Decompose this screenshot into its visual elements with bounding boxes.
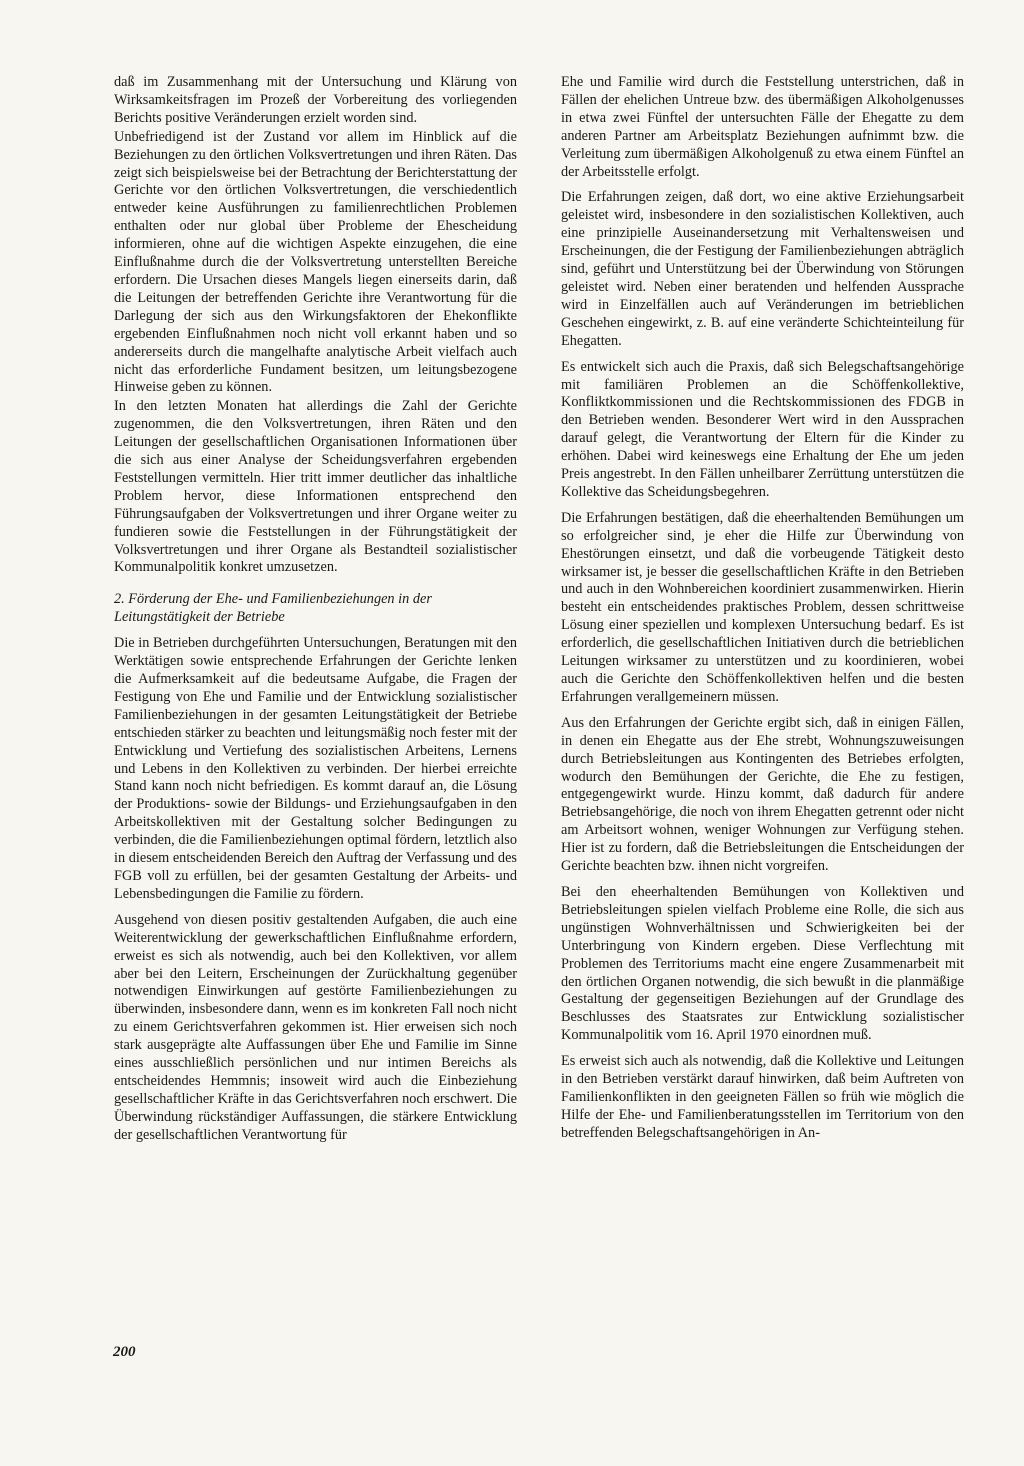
paragraph: Ehe und Familie wird durch die Feststellung unterstrichen, daß in Fällen der ehelichen Untreue bzw. des übermäßigen Alkoholgenusses in etwa zwei Fünftel der untersuchten Fälle der Ehegatte zu dem anderen Partner am Arbeitsplatz Beziehungen aufnimmt bzw. die Verleitung zum übermäßigen Alkoholgenuß zu etwa einem Fünftel an der Arbeitsstelle erfolgt. xyxy=(561,74,964,180)
paragraph: Bei den eheerhaltenden Bemühungen von Kollektiven und Betriebsleitungen spielen vielfach Probleme eine Rolle, die sich aus ungünstigen Wohnverhältnissen und Schwierigkeiten bei der Unterbringung von Kindern ergeben. Diese Verflechtung mit Problemen des Territoriums macht eine engere Zusammenarbeit mit den örtlichen Organen notwendig, die sich bewußt in die planmäßige Gestaltung der gegenseitigen Beziehungen auf der Grundlage des Beschlusses des Staatsrates zur Entwicklung sozialistischer Kommunalpolitik vom 16. April 1970 einordnen muß. xyxy=(561,883,964,1044)
paragraph: Die Erfahrungen zeigen, daß dort, wo eine aktive Erziehungsarbeit geleistet wird, insbesondere in den sozialistischen Kollektiven, auch eine prinzipielle Auseinandersetzung mit Verhaltensweisen und Erscheinungen, die der Festigung der Familienbeziehungen abträglich sind, geführt und Unterstützung bei der Überwindung von Störungen geleistet wird. Neben einer beratenden und helfenden Aussprache wird in Einzelfällen auch auf Veränderungen im betrieblichen Geschehen eingewirkt, z. B. auf eine veränderte Schichteinteilung für Ehegatten. xyxy=(561,189,964,349)
paragraph: Es erweist sich auch als notwendig, daß die Kollektive und Leitungen in den Betrieben verstärkt darauf hinwirken, daß beim Auftreten von Familienkonflikten in den geeigneten Fällen so früh wie möglich die Hilfe der Ehe- und Familienberatungsstellen im Territorium von den betreffenden Belegschaftsangehörigen in An- xyxy=(561,1053,964,1141)
right-text-column xyxy=(561,74,964,1143)
page-number: 200 xyxy=(113,1344,136,1360)
paragraph: Unbefriedigend ist der Zustand vor allem im Hinblick auf die Beziehungen zu den örtlichen Volksvertretungen und ihren Räten. Das zeigt sich beispielsweise bei der Betrachtung der Berichterstattung der Gerichte vor den örtlichen Volksvertretungen, die verschiedentlich entweder keine Ausführungen zu familienrechtlichen Problemen enthalten oder nur global über Probleme der Ehescheidung informieren, ohne auf die wichtigen Aspekte einzugehen, die eine Einflußnahme durch die der Volksvertretung unterstellten Bereiche erfordern. Die Ursachen dieses Mangels liegen einerseits darin, daß die Leitungen der betreffenden Gerichte ihre Verantwortung für die Darlegung der sich aus den Wirkungsfaktoren der Ehekonflikte ergebenden Einflußnahmen noch nicht voll erkannt haben und so andererseits durch die mangelhafte analytische Arbeit vielfach auch nicht das erforderliche Fundament besitzen, um leitungsbezogene Hinweise geben zu können. xyxy=(114,128,517,396)
paragraph: Ausgehend von diesen positiv gestaltenden Aufgaben, die auch eine Weiterentwicklung der gewerkschaftlichen Einflußnahme erfordern, erweist es sich als notwendig, auch bei den Kollektiven, vor allem aber bei den Leitern, Erscheinungen der Zurückhaltung gegenüber notwendigen Einwirkungen auf gestörte Familienbeziehungen zu überwinden, insbesondere dann, wenn es im konkreten Fall noch nicht zu einem Gerichtsverfahren gekommen ist. Hier erweisen sich noch stark ausgeprägte alte Auffassungen über Ehe und Familie im Sinne eines ausschließlich persönlichen und nur intimen Bereichs als entscheidendes Hemmnis; insoweit wird auch die Einbeziehung gesellschaftlicher Kräfte in das Gerichtsverfahren noch erschwert. Die Überwindung rückständiger Auffassungen, die stärkere Entwicklung der gesellschaftlichen Verantwortung für xyxy=(114,911,517,1143)
paragraph: Aus den Erfahrungen der Gerichte ergibt sich, daß in einigen Fällen, in denen ein Ehegatte aus der Ehe strebt, Wohnungszuweisungen durch Betriebsleitungen aus Kontingenten des Betriebes erfolgten, wodurch den Bemühungen der Gerichte, die Ehe zu festigen, entgegengewirkt wurde. Hinzu kommt, daß dadurch für andere Betriebsangehörige, die noch von ihrem Ehegatten getrennt oder nicht am Arbeitsort wohnen, weniger Wohnungen zur Verfügung stehen. Hier ist zu fordern, daß die Betriebsleitungen die Entscheidungen der Gerichte beachten bzw. ihnen nicht vorgreifen. xyxy=(561,714,964,875)
paragraph: In den letzten Monaten hat allerdings die Zahl der Gerichte zugenommen, die den Volksvertretungen, ihren Räten und den Leitungen der gesellschaftlichen Organisationen Informationen über die sich aus einer Analyse der Scheidungsverfahren ergebenden Feststellungen vermitteln. Hier tritt immer deutlicher das inhaltliche Problem hervor, diese Informationen entsprechend den Führungsaufgaben der Volksvertretungen und ihrer Organe weiter zu fundieren sowie die Feststellungen in der Führungstätigkeit der Volksvertretungen und ihrer Organe als Bestandteil sozialistischer Kommunalpolitik konkret umzusetzen. xyxy=(114,398,517,576)
left-text-column xyxy=(114,74,517,1145)
paragraph: Die in Betrieben durchgeführten Untersuchungen, Beratungen mit den Werktätigen sowie entsprechende Erfahrungen der Gerichte lenken die Aufmerksamkeit auf die bedeutsame Aufgabe, die Fragen der Festigung von Ehe und Familie und der Entwicklung sozialistischer Familienbeziehungen in der gesamten Leitungstätigkeit der Betriebe entschieden stärker zu beachten und leitungsmäßig noch fester mit der Entwicklung und Vertiefung des sozialistischen Arbeitens, Lernens und Lebens in den Kollektiven zu verbinden. Der hierbei erreichte Stand kann noch nicht befriedigen. Es kommt darauf an, die Lösung der Produktions- sowie der Bildungs- und Erziehungsaufgaben in den Arbeitskollektiven mit der Gestaltung solcher Bedingungen zu verbinden, die die Familienbeziehungen optimal fördern, letztlich also in diesem entscheidenden Bereich den Auftrag der Verfassung und des FGB voll zu erfüllen, bei der gesamten Gestaltung der Arbeits- und Lebensbedingungen die Familie zu fördern. xyxy=(114,635,517,902)
section-heading: 2. Förderung der Ehe- und Familienbeziehungen in der Leitungstätigkeit der Betriebe xyxy=(114,591,432,626)
paragraph: daß im Zusammenhang mit der Untersuchung und Klärung von Wirksamkeitsfragen im Prozeß der Vorbereitung des vorliegenden Berichts positive Veränderungen erzielt worden sind. xyxy=(114,74,517,126)
paragraph: Die Erfahrungen bestätigen, daß die eheerhaltenden Bemühungen um so erfolgreicher sind, je eher die Hilfe zur Überwindung von Ehestörungen einsetzt, und daß die vorbeugende Tätigkeit desto wirksamer ist, je besser die gesellschaftlichen Kräfte in den Betrieben und auch in den Wohnbereichen koordiniert zusammenwirken. Hierin besteht ein entscheidendes praktisches Problem, dessen schrittweise Lösung einer speziellen und komplexen Untersuchung bedarf. Es ist erforderlich, die gesellschaftlichen Initiativen durch die betrieblichen Leitungen wirksamer zu unterstützen und zu koordinieren, wobei auch die Gerichte den Schöffenkollektiven helfen und die besten Erfahrungen verallgemeinern müssen. xyxy=(561,509,964,705)
paragraph: Es entwickelt sich auch die Praxis, daß sich Belegschaftsangehörige mit familiären Problemen an die Schöffenkollektive, Konfliktkommissionen und die Rechtskommissionen des FDGB in den Betrieben wenden. Besonderer Wert wird in den Aussprachen darauf gelegt, die Verantwortung der Eltern für die Kinder zu erhöhen. Dabei wird keineswegs eine Erhaltung der Ehe um jeden Preis angestrebt. In den Fällen unheilbarer Zerrüttung unterstützen die Kollektive das Scheidungsbegehren. xyxy=(561,358,964,500)
